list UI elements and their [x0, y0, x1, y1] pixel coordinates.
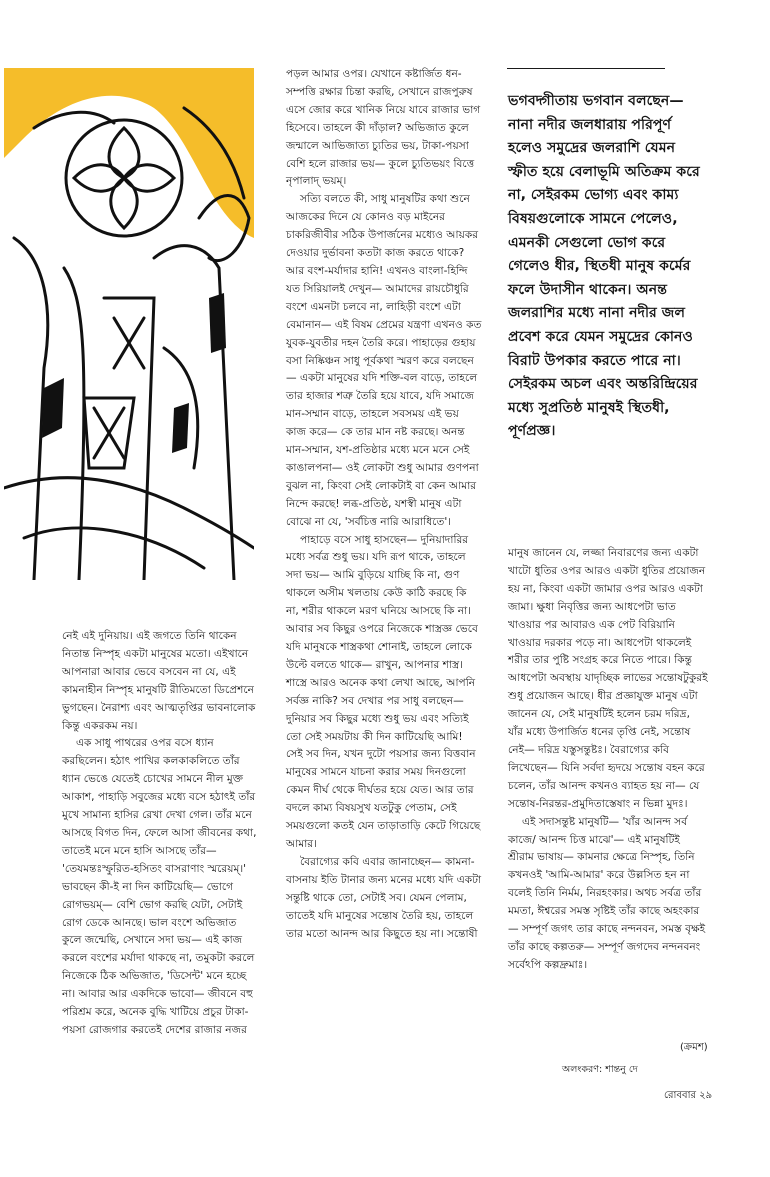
- paragraph: পড়ল আমার ওপর। যেখানে কষ্টার্জিত ধন-সম্পত্তি রক্ষার চিন্তা করছি, সেখানে রাজপুরুষ এসে জোর করে খানিক নিয়ে যাবে রাজার ভাগ হিসেবে। তাহলে কী দাঁড়াল? অভিজাত কুলে জন্মালে আভিজাত্য চ্যুতির ভয়, টাকা-পয়সা বেশি হলে রাজার ভয়— কুলে চ্যুতিভয়ং বিত্তে নৃপালাদ্ ভয়ম্।: [286, 68, 481, 188]
- paragraph: এই সদাসন্তুষ্ট মানুষটি— 'যাঁর আনন্দ সর্ব কাজে/ আনন্দ চিত্ত মাঝে'— এই মানুষটিই শ্রীরাম ভাষায়— কামনার ক্ষেত্রে নিস্পৃহ, তিনি কখনওই 'আমি-আমার' করে উল্লসিত হন না বলেই তিনি নির্মম, নিরহংকার। অথচ সর্বত্র তাঁর মমতা, ঈশ্বরের সমস্ত সৃষ্টিই তাঁর কাছে অহংকার— সম্পূর্ণ জগৎ তার কাছে নন্দনবন, সমস্ত বৃক্ষই তাঁর কাছে কল্পতরু— সম্পূর্ণ জগদেব নন্দনবনং সর্বেঽপি কল্পদ্রুমাঃ।: [508, 815, 706, 971]
- article-column-2: [286, 66, 482, 943]
- illustration-image: [4, 68, 254, 580]
- article-column-1: [62, 628, 258, 1040]
- paragraph: মানুষ জানেন যে, লজ্জা নিবারণের জন্য একটা খাটো ধুতির ওপর আরও একটা ধুতির প্রয়োজন হয় না, কিংবা একটা জামার ওপর আরও একটা জামা। ক্ষুধা নিবৃত্তির জন্য আধপেটা ভাত খাওয়ার পর আবারও এক পেট বিরিয়ানি খাওয়ার দরকার পড়ে না। আধপেটা থাকলেই শরীর তার পুষ্টি সংগ্রহ করে নিতে পারে। কিন্তু আধপেটা অবস্থায় যাদৃচ্ছিক লাভের সন্তোষটুকুরই শুধু প্রয়োজন আছে। ধীর প্রজ্ঞাযুক্ত মানুষ এটা জানেন যে, সেই মানুষটিই হলেন চরম দরিদ্র, যাঁর মধ্যে উপার্জিত ধনের তৃপ্তি নেই, সন্তোষ নেই— দরিদ্র যস্তুসন্তুষ্টঃ। বৈরাগ্যের কবি লিখেছেন— যিনি সর্বদা হৃদয়ে সন্তোষ বহন করে চলেন, তাঁর আনন্দ কখনও ব্যাহত হয় না— যে সন্তোষ-নিরন্তর-প্রমুদিতাস্তেষাং ন ভিন্না মুদঃ।: [508, 547, 708, 810]
- pull-quote-rule: [507, 68, 665, 69]
- paragraph: এক সাধু পাথরের ওপর বসে ধ্যান করছিলেন। হঠাৎ পাখির কলকাকলিতে তাঁর ধ্যান ভেঙে যেতেই চোখের সামনে নীল মুক্ত আকাশ, পাহাড়ি সবুজের মধ্যে বসে হঠাৎই তাঁর মুখে সামান্য হাসির রেখা দেখা গেল। তাঁর মনে আসছে বিগত দিন, ফেলে আসা জীবনের কথা, তাতেই মনে মনে হাসি আসছে তাঁর— 'তেযমন্তঃস্ফুরিত-হসিতং বাসরাণাং স্মরেয়ম্।' ভাবছেন কী-ই না দিন কাটিয়েছি— ভোগে রোগভয়ম্— বেশি ভোগ করছি যেটা, সেটাই রোগ ডেকে আনছে। ভাল বংশে অভিজাত কুলে জন্মেছি, সেখানে সদা ভয়— এই কাজ করলে বংশের মর্যাদা থাকছে না, তমুকটা করলে নিজেকে ঠিক অভিজাত, 'ডিসেন্ট' মনে হচ্ছে না। আবার আর একদিকে ভাবো— জীবনে বহু পরিশ্রম করে, অনেক বুদ্ধি খাটিয়ে প্রচুর টাকা-পয়সা রোজগার করতেই দেশের রাজার নজর: [62, 737, 257, 1036]
- page-number: রোববার ২৯: [664, 1090, 713, 1101]
- continued-note: (ক্রমশ): [680, 1042, 708, 1053]
- article-column-3: [508, 545, 708, 975]
- illustration-credit: অলংকরণ: শান্তনু দে: [562, 1064, 638, 1075]
- paragraph: বৈরাগ্যের কবি এবার জানাচ্ছেন— কামনা-বাসনায় ইতি টানার জন্য মনের মধ্যে যদি একটা সন্তুষ্টি থাকে তো, সেটাই সব। যেমন পেলাম, তাতেই যদি মানুষের সন্তোষ তৈরি হয়, তাহলে তার মতো আনন্দ আর কিছুতে হয় না। সন্তোষী: [286, 855, 482, 940]
- pull-quote: ভগবদ্গীতায় ভগবান বলছেন— নানা নদীর জলধারায় পরিপূর্ণ হলেও সমুদ্রের জলরাশি যেমন স্ফীত হয়ে বেলাভূমি অতিক্রম করে না, সেইরকম ভোগ্য এবং কাম্য বিষয়গুলোকে সামনে পেলেও, এমনকী সেগুলো ভোগ করে গেলেও ধীর, স্থিতধী মানুষ কর্মের ফলে উদাসীন থাকেন। অনন্ত জলরাশির মধ্যে নানা নদীর জল প্রবেশ করে যেমন সমুদ্রের কোনও বিরাট উপকার করতে পারে না। সেইরকম অচল এবং অন্তরিন্দ্রিয়ের মধ্যে সুপ্রতিষ্ঠ মানুষই স্থিতধী, পূর্ণপ্রজ্ঞ।: [508, 93, 700, 440]
- paragraph: পাহাড়ে বসে সাধু হাসছেন— দুনিয়াদারির মধ্যে সর্বত্র শুধু ভয়। যদি রূপ থাকে, তাহলে সদা ভয়— আমি বুড়িয়ে যাচ্ছি কি না, গুণ থাকলে অসীম খলতায় কেউ কাঠি করছে কি না, শরীর থাকলে মরণ ঘনিয়ে আসছে কি না। আবার সব কিছুর ওপরে নিজেকে শাস্ত্রজ্ঞ ভেবে যদি মানুষকে শাস্ত্রকথা শোনাই, তাহলে লোকে উল্টে বলতে থাকে— রাখুন, আপনার শাস্ত্র। শাস্ত্রে আরও অনেক কথা লেখা আছে, আপনি সর্বজ্ঞ নাকি? সব দেখার পর সাধু বলছেন— দুনিয়ার সব কিছুর মধ্যে শুধু ভয় এবং সত্যিই তো সেই সময়টায় কী দিন কাটিয়েছি আমি! সেই সব দিন, যখন দুটো পয়সার জন্য বিত্তবান মানুষের সামনে যাচনা করার সময় দিনগুলো কেমন দীর্ঘ থেকে দীর্ঘতর হয়ে যেত। আর তার বদলে কাম্য বিষয়সুখ যতটুকু পেতাম, সেই সময়গুলো কতই যেন তাড়াতাড়ি কেটে গিয়েছে আমার।: [286, 533, 481, 850]
- paragraph: নেই এই দুনিয়ায়। এই জগতে তিনি থাকেন নিতান্ত নিস্পৃহ একটা মানুষের মতো। এইখানে আপনারা আবার ভেবে বসবেন না যে, এই কামনাহীন নিস্পৃহ মানুষটি রীতিমতো ডিপ্রেশনে ভুগছেন। নৈরাশ্য এবং আত্মতৃপ্তির ভাবনালোক কিন্তু একরকম নয়।: [62, 630, 256, 732]
- paragraph: সত্যি বলতে কী, সাধু মানুষটির কথা শুনে আজকের দিনে যে কোনও বড় মাইনের চাকরিজীবীর সঠিক উপার্জনের মধ্যেও আয়কর দেওয়ার দুর্ভাবনা কতটা কাজ করতে থাকে? আর বংশ-মর্যাদার হানি! এখনও বাংলা-হিন্দি যত সিরিয়ালই দেখুন— আমাদের রায়চৌধুরি বংশে এমনটা চলবে না, লাহিড়ী বংশে এটা বেমানান— এই বিষম প্রেমের যন্ত্রণা এখনও কত যুবক-যুবতীর দহন তৈরি করে। পাহাড়ের গুহায় বসা নিষ্কিঞ্চন সাধু পূর্বকথা স্মরণ করে বলছেন— একটা মানুষের যদি শক্তি-বল বাড়ে, তাহলে তার হাজার শত্রু তৈরি হয়ে যাবে, যদি সমাজে মান-সম্মান বাড়ে, তাহলে সবসময় এই ভয় কাজ করে— কে তার মান নষ্ট করছে। অনন্ত মান-সম্মান, যশ-প্রতিষ্ঠার মধ্যে মনে মনে সেই কাঙালপনা— ওই লোকটা শুধু আমার গুণপনা বুঝল না, কিংবা সেই লোকটাই বা কেন আমার নিন্দে করছে! লব্ধ-প্রতিষ্ঠ, যশস্বী মানুষ এটা বোঝে না যে, 'সর্বচিত্ত নারি আরাধিতে'।: [286, 193, 482, 528]
